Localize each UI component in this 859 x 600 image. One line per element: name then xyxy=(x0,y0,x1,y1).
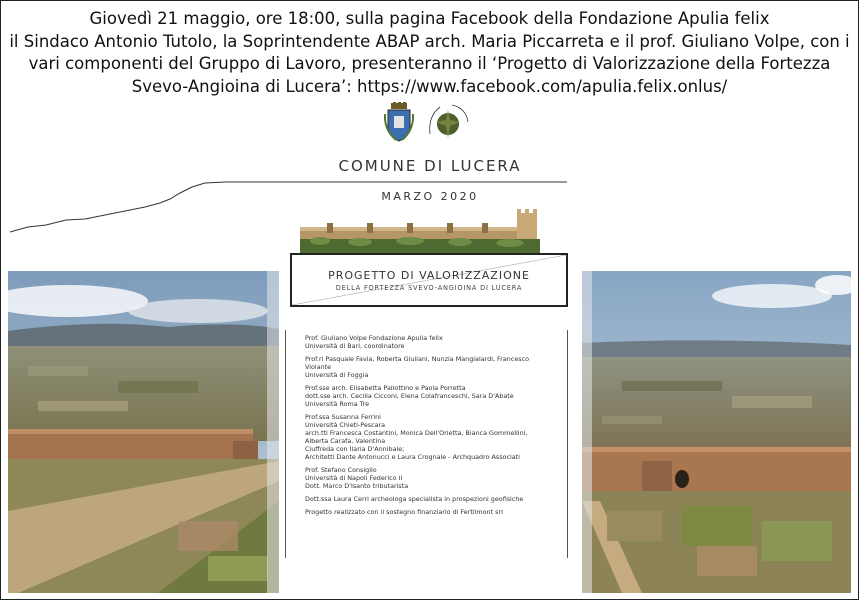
credit-group xyxy=(305,355,563,379)
logo-row xyxy=(380,100,480,148)
credit-line: Ciuffreda con Ilaria D'Annibale; xyxy=(305,445,405,453)
announcement-text xyxy=(0,8,859,98)
cover-date: MARZO 2020 xyxy=(381,190,479,203)
credits-panel xyxy=(280,318,580,593)
credit-group xyxy=(305,384,563,408)
fortress-wall-illustration xyxy=(300,209,540,255)
credits-left-rule xyxy=(285,330,286,558)
credit-group xyxy=(305,334,563,350)
credit-line: Violante xyxy=(305,363,332,371)
project-title: PROGETTO DI VALORIZZAZIONE xyxy=(328,269,530,282)
credit-line: Alberta Carafa, Valentina xyxy=(305,437,386,445)
announcement-line: Giovedì 21 maggio, ore 18:00, sulla pagina Facebook della Fondazione Apulia felix xyxy=(89,9,770,28)
apulia-felix-seal-icon xyxy=(426,102,470,144)
credit-group xyxy=(305,466,563,490)
project-title-box xyxy=(290,253,568,307)
fortress-render-right xyxy=(582,271,851,593)
project-subtitle: DELLA FORTEZZA SVEVO-ANGIOINA DI LUCERA xyxy=(335,284,523,292)
credit-line: Progetto realizzato con il sostegno finanziario di Fertilmont srl xyxy=(305,508,503,516)
credit-group xyxy=(305,508,563,516)
credit-line: dott.sse arch. Cecilia Cicconi, Elena Colafranceschi, Sara D'Abate xyxy=(305,392,514,400)
credit-group xyxy=(305,413,563,461)
credit-line: Prof. Giuliano Volpe Fondazione Apulia felix xyxy=(305,334,443,342)
credits-list xyxy=(305,334,563,521)
credit-line: Università di Napoli Federico II xyxy=(305,474,403,482)
credit-line: Prof.ssa Susanna Ferrini xyxy=(305,413,381,421)
credit-line: Dott. Marco D'Isanto tributarista xyxy=(305,482,409,490)
credit-line: arch.tti Francesca Costantini, Monica Dell'Orietta, Bianca Gommellini, xyxy=(305,429,528,437)
credit-line: Università di Bari, coordinatore xyxy=(305,342,405,350)
credit-line: Dott.ssa Laura Cerri archeologa specialista in prospezioni geofisiche xyxy=(305,495,524,503)
announcement-line: Svevo-Angioina di Lucera’: https://www.facebook.com/apulia.felix.onlus/ xyxy=(131,76,728,96)
municipality-heading: COMUNE DI LUCERA xyxy=(338,157,522,175)
credit-line: Prof.ri Pasquale Favia, Roberta Giuliani, Nunzia Mangialardi, Francesco xyxy=(305,355,530,363)
credit-line: Prof.sse arch. Elisabetta Pallottino e Paola Porretta xyxy=(305,384,466,392)
announcement-line: il Sindaco Antonio Tutolo, la Soprintendente ABAP arch. Maria Piccarreta e il prof. Giuliano Volpe, con i xyxy=(9,31,850,51)
credit-line: Università Roma Tre xyxy=(305,400,370,408)
announcement-line: vari componenti del Gruppo di Lavoro, presenteranno il ‘Progetto di Valorizzazione della Fortezza xyxy=(28,54,831,73)
credit-line: Prof. Stefano Consiglio xyxy=(305,466,377,474)
credits-right-rule xyxy=(567,330,568,558)
credit-group xyxy=(305,495,563,503)
credit-line: Università Chieti-Pescara xyxy=(305,421,386,429)
credit-line: Università di Foggia xyxy=(305,371,369,379)
fortress-render-left xyxy=(8,271,279,593)
credit-line: Architetti Dante Antonucci e Laura Crognale - Archquadro Associati xyxy=(305,453,520,461)
lucera-crest-icon xyxy=(384,102,414,142)
